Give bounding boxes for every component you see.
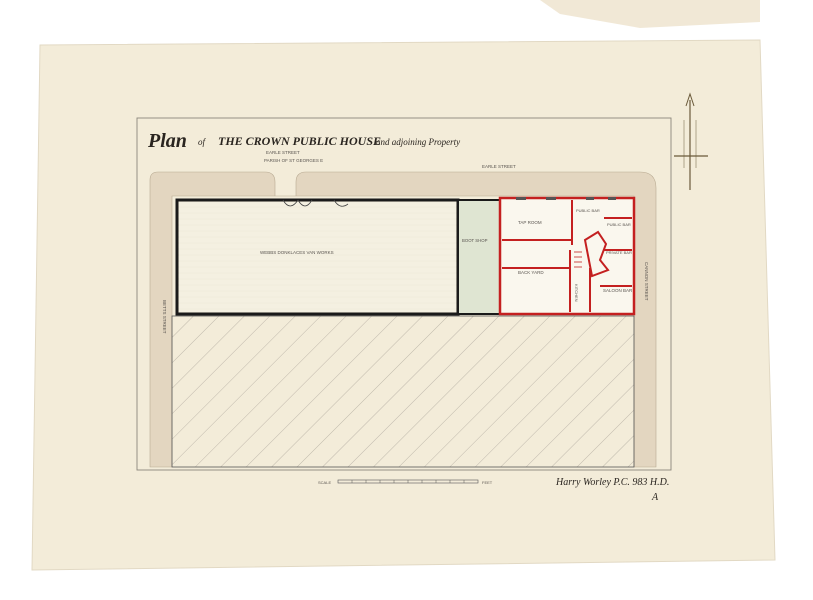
annotation-a: A (652, 492, 659, 503)
label-saloon-bar: SALOON BAR (603, 288, 633, 293)
street-left-label: BETTS STREET (162, 300, 167, 334)
label-works: WEBBS DONKLACES VAN WORKS (260, 250, 334, 255)
signature: Harry Worley P.C. 983 H.D. (556, 477, 670, 488)
label-back-yard: BACK YARD (518, 270, 544, 275)
title-of: of (198, 137, 206, 147)
subtitle-parish: PARISH OF ST GEORGES E (264, 158, 324, 163)
scale-label: SCALE (318, 480, 332, 485)
label-public-bar-small: PUBLIC BAR (576, 208, 600, 213)
label-boot-shop: BOOT SHOP (462, 238, 488, 243)
subtitle-street: EARLE STREET (266, 150, 300, 155)
title-plan: Plan (148, 130, 187, 152)
title-adjoining: and adjoining Property (376, 137, 461, 147)
label-public-bar: PUBLIC BAR (607, 222, 631, 227)
street-right-label: CANNON STREET (644, 262, 649, 301)
label-kitchen: KITCHEN (574, 284, 579, 302)
street-top-label: EARLE STREET (482, 164, 516, 169)
hatched-yard (172, 316, 634, 467)
pub-building (500, 198, 634, 314)
boot-shop (458, 200, 500, 314)
title-name: THE CROWN PUBLIC HOUSE (218, 134, 382, 148)
paper-torn-top (540, 0, 760, 28)
label-private-bar: PRIVATE BAR (606, 250, 632, 255)
label-tap-room: TAP ROOM (518, 220, 542, 225)
works-fill (179, 202, 456, 312)
scale-unit: FEET (482, 480, 493, 485)
